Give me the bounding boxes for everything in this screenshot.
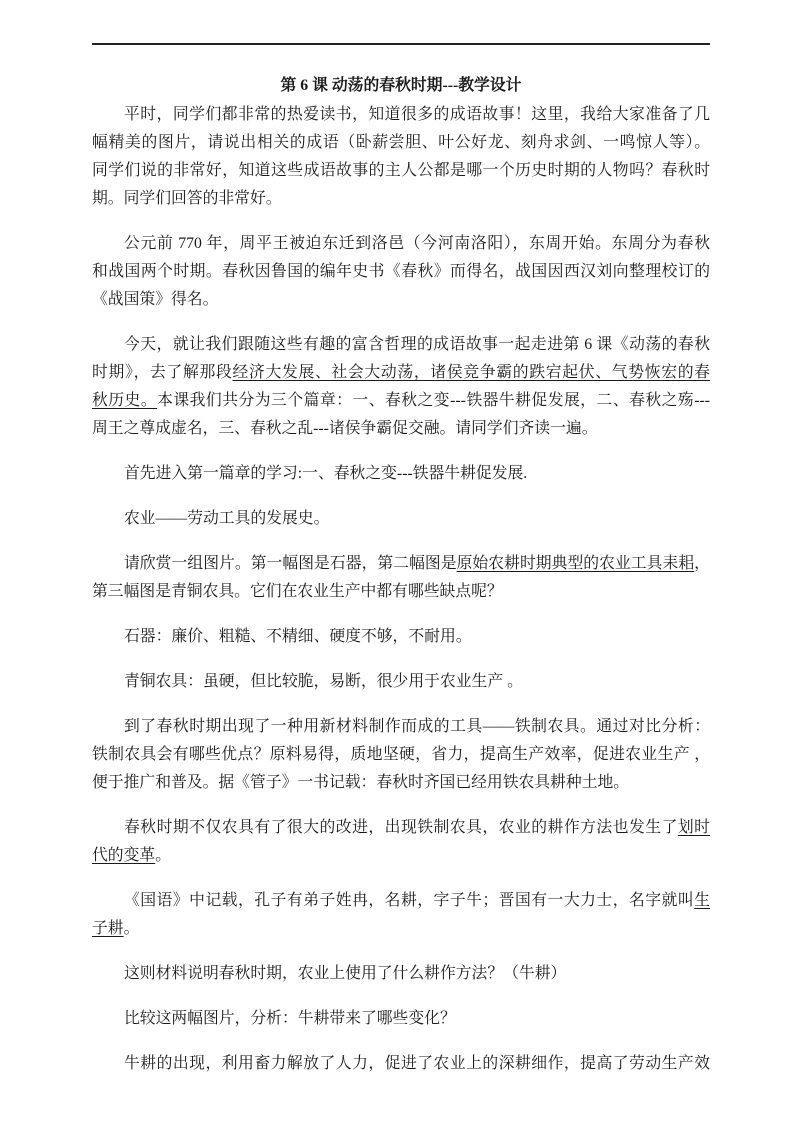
text-line bbox=[92, 129, 710, 157]
text-line bbox=[92, 387, 710, 415]
paragraphs bbox=[92, 101, 710, 1078]
text-line bbox=[92, 460, 710, 488]
paragraph bbox=[92, 668, 710, 696]
text-segment: 周王之尊成虚名，三、春秋之乱---诸侯争霸促交融。请同学们齐读一遍。 bbox=[92, 420, 598, 437]
text-line bbox=[92, 185, 710, 213]
text-line bbox=[92, 842, 710, 870]
text-line bbox=[92, 505, 710, 533]
text-line bbox=[92, 814, 710, 842]
text-segment: 幅精美的图片，请说出相关的成语（卧薪尝胆、叶公好龙、刻舟求剑、一鸣惊人等）。 bbox=[92, 134, 710, 151]
text-line bbox=[92, 1050, 710, 1078]
paragraph bbox=[92, 505, 710, 533]
text-segment: 便于推广和普及。据《管子》一书记载：春秋时齐国已经用铁农具耕种土地。 bbox=[92, 774, 630, 791]
text-line bbox=[92, 741, 710, 769]
text-line bbox=[92, 887, 710, 915]
text-segment: ， bbox=[694, 555, 710, 572]
text-line bbox=[92, 286, 710, 314]
text-segment: 。 bbox=[123, 920, 140, 937]
text-segment: 石器：廉价、粗糙、不精细、硬度不够，不耐用。 bbox=[124, 628, 472, 645]
paragraph bbox=[92, 960, 710, 988]
underlined-text: 子耕 bbox=[92, 920, 124, 937]
underlined-text: 划时 bbox=[677, 819, 710, 836]
underlined-text: 代的变革 bbox=[92, 847, 156, 864]
text-line bbox=[92, 623, 710, 651]
text-segment: 同学们说的非常好，知道这些成语故事的主人公都是哪一个历史时期的人物吗？春秋时 bbox=[92, 162, 710, 179]
paragraph bbox=[92, 331, 710, 443]
underlined-text: 经济大发展、社会大动荡，诸侯竞争霸的跌宕起伏、气势恢宏的春 bbox=[232, 364, 710, 381]
text-line bbox=[92, 157, 710, 185]
text-segment: 和战国两个时期。春秋因鲁国的编年史书《春秋》而得名，战国因西汉刘向整理校订的 bbox=[92, 263, 710, 280]
text-segment: 。 bbox=[155, 847, 172, 864]
text-segment: 本课我们共分为三个篇章：一、春秋之变---铁器牛耕促发展，二、春秋之殇--- bbox=[157, 392, 710, 409]
text-segment: 平时，同学们都非常的热爱读书，知道很多的成语故事！这里，我给大家准备了几 bbox=[124, 106, 710, 123]
underlined-text: 秋历史。 bbox=[92, 392, 158, 409]
text-segment: 时期》，去了解那段 bbox=[92, 364, 233, 381]
text-segment: 比较这两幅图片，分析：牛耕带来了哪些变化？ bbox=[124, 1010, 456, 1027]
text-line bbox=[92, 230, 710, 258]
text-segment: 这则材料说明春秋时期，农业上使用了什么耕作方法？（牛耕） bbox=[124, 965, 567, 982]
underlined-text: 生 bbox=[694, 892, 710, 909]
paragraph bbox=[92, 230, 710, 314]
text-segment: 到了春秋时期出现了一种用新材料制作而成的工具——铁制农具。通过对比分析： bbox=[124, 718, 710, 735]
text-segment: 铁制农具会有哪些优点？原料易得，质地坚硬，省力，提高生产效率，促进农业生产 ， bbox=[92, 746, 710, 763]
text-segment: 《战国策》得名。 bbox=[92, 291, 219, 308]
document-title: 第 6 课 动荡的春秋时期---教学设计 bbox=[280, 77, 522, 94]
paragraph bbox=[92, 1005, 710, 1033]
text-segment: 请欣赏一组图片。第一幅图是石器，第二幅图是 bbox=[124, 555, 457, 572]
paragraph bbox=[92, 101, 710, 213]
text-segment: 公元前 770 年，周平王被迫东迁到洛邑（今河南洛阳），东周开始。东周分为春秋 bbox=[124, 235, 710, 252]
header-rule bbox=[92, 43, 710, 45]
text-line bbox=[92, 769, 710, 797]
text-line bbox=[92, 915, 710, 943]
text-segment: 第三幅图是青铜农具。它们在农业生产中都有哪些缺点呢？ bbox=[92, 583, 503, 600]
paragraph bbox=[92, 623, 710, 651]
text-line bbox=[92, 578, 710, 606]
text-segment: 农业——劳动工具的发展史。 bbox=[124, 510, 330, 527]
paragraph bbox=[92, 460, 710, 488]
text-segment: 牛耕的出现，利用畜力解放了人力，促进了农业上的深耕细作，提高了劳动生产效 bbox=[124, 1055, 710, 1072]
text-line bbox=[92, 415, 710, 443]
text-segment: 春秋时期不仅农具有了很大的改进，出现铁制农具，农业的耕作方法也发生了 bbox=[124, 819, 678, 836]
text-line bbox=[92, 550, 710, 578]
text-line bbox=[92, 258, 710, 286]
text-segment: 青铜农具：虽硬，但比较脆，易断，很少用于农业生产 。 bbox=[124, 673, 523, 690]
text-line bbox=[92, 668, 710, 696]
text-line bbox=[92, 1005, 710, 1033]
text-segment: 首先进入第一篇章的学习:一、春秋之变---铁器牛耕促发展. bbox=[124, 465, 528, 482]
text-line bbox=[92, 713, 710, 741]
paragraph bbox=[92, 887, 710, 943]
text-segment: 今天，就让我们跟随这些有趣的富含哲理的成语故事一起走进第 6 课《动荡的春秋 bbox=[124, 336, 710, 353]
underlined-text: 原始农耕时期典型的农业工具耒耜 bbox=[456, 555, 695, 572]
text-line bbox=[92, 331, 710, 359]
paragraph bbox=[92, 814, 710, 870]
text-line bbox=[92, 359, 710, 387]
text-line bbox=[92, 960, 710, 988]
text-segment: 期。同学们回答的非常好。 bbox=[92, 190, 282, 207]
document-body bbox=[92, 72, 710, 1078]
text-segment: 《国语》中记载，孔子有弟子姓冉，名耕，字子牛；晋国有一大力士，名字就叫 bbox=[124, 892, 695, 909]
paragraph bbox=[92, 713, 710, 797]
paragraph bbox=[92, 550, 710, 606]
text-line bbox=[92, 101, 710, 129]
paragraph bbox=[92, 1050, 710, 1078]
